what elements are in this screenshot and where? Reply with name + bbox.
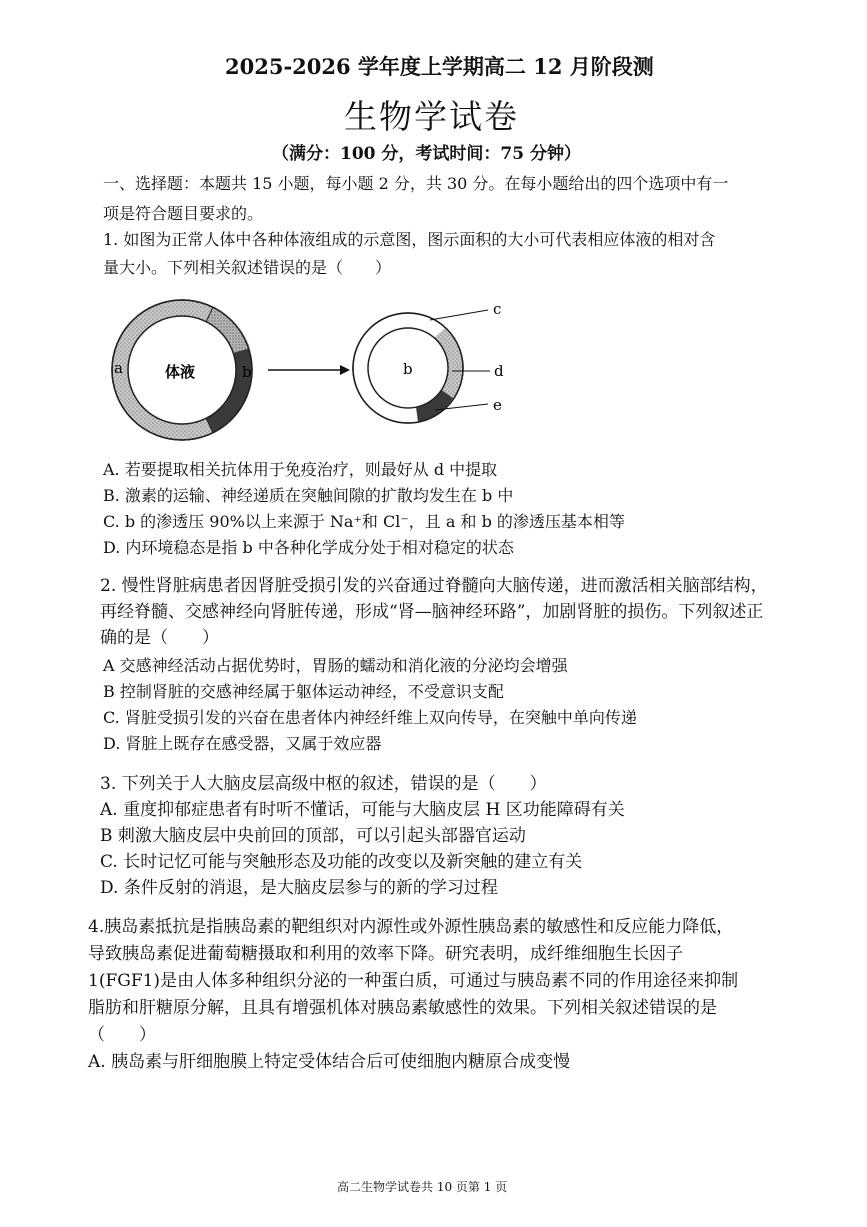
q1-stem-line-1: 1. 如图为正常人体中各种体液组成的示意图，图示面积的大小可代表相应体液的相对含 xyxy=(103,230,716,249)
q2-option-a: A 交感神经活动占据优势时，胃肠的蠕动和消化液的分泌均会增强 xyxy=(103,656,568,675)
q2-option-d: D. 肾脏上既存在感受器，又属于效应器 xyxy=(103,734,382,753)
q1-option-a: A. 若要提取相关抗体用于免疫治疗，则最好从 d 中提取 xyxy=(103,460,498,479)
label-e: e xyxy=(493,396,502,414)
exam-header: 2025-2026 学年度上学期高二 12 月阶段测 xyxy=(225,54,654,79)
section-instruction-line-1: 一、选择题：本题共 15 小题，每小题 2 分，共 30 分。在每小题给出的四个选项中有一 xyxy=(103,174,729,193)
q4-stem-line-1: 4.胰岛素抵抗是指胰岛素的靶组织对内源性或外源性胰岛素的敏感性和反应能力降低， xyxy=(88,917,734,937)
label-d: d xyxy=(494,362,504,380)
arrow-icon xyxy=(268,365,350,375)
page-footer: 高二生物学试卷共 10 页第 1 页 xyxy=(337,1180,508,1194)
q1-option-b: B. 激素的运输、神经递质在突触间隙的扩散均发生在 b 中 xyxy=(103,486,514,505)
left-center-label: 体液 xyxy=(165,363,196,381)
q3-option-c: C. 长时记忆可能与突触形态及功能的改变以及新突触的建立有关 xyxy=(100,852,583,872)
exam-title: 生物学试卷 xyxy=(344,97,519,136)
label-c: c xyxy=(493,300,502,318)
body-fluid-diagram xyxy=(100,290,520,450)
q2-option-b: B 控制肾脏的交感神经属于躯体运动神经，不受意识支配 xyxy=(103,682,504,701)
section-instruction-line-2: 项是符合题目要求的。 xyxy=(103,204,264,223)
q2-stem-line-1: 2. 慢性肾脏病患者因肾脏受损引发的兴奋通过脊髓向大脑传递，进而激活相关脑部结构， xyxy=(100,576,768,596)
right-center-label: b xyxy=(403,360,413,378)
exam-info: （满分：100 分，考试时间：75 分钟） xyxy=(272,144,581,164)
q3-stem: 3. 下列关于人大脑皮层高级中枢的叙述，错误的是（ ） xyxy=(100,774,547,794)
label-a: a xyxy=(114,359,123,377)
q1-option-d: D. 内环境稳态是指 b 中各种化学成分处于相对稳定的状态 xyxy=(103,538,514,557)
q2-option-c: C. 肾脏受损引发的兴奋在患者体内神经纤维上双向传导，在突触中单向传递 xyxy=(103,708,637,727)
q3-option-d: D. 条件反射的消退，是大脑皮层参与的新的学习过程 xyxy=(100,878,498,898)
q4-stem-line-4: 脂肪和肝糖原分解，且具有增强机体对胰岛素敏感性的效果。下列相关叙述错误的是 xyxy=(88,998,717,1018)
q4-stem-line-3: 1(FGF1)是由人体多种组织分泌的一种蛋白质，可通过与胰岛素不同的作用途径来抑制 xyxy=(88,971,739,991)
q1-option-c: C. b 的渗透压 90%以上来源于 Na⁺和 Cl⁻，且 a 和 b 的渗透压基本相等 xyxy=(103,512,625,531)
label-b-left: b xyxy=(242,363,252,381)
q3-option-b: B 刺激大脑皮层中央前回的顶部，可以引起头部器官运动 xyxy=(100,826,526,846)
q1-stem-line-2: 量大小。下列相关叙述错误的是（ ） xyxy=(103,258,392,277)
q2-stem-line-3: 确的是（ ） xyxy=(100,628,219,648)
q4-stem-line-5: （ ） xyxy=(88,1025,156,1045)
q3-option-a: A. 重度抑郁症患者有时听不懂话，可能与大脑皮层 H 区功能障碍有关 xyxy=(100,800,625,820)
q4-option-a: A. 胰岛素与肝细胞膜上特定受体结合后可使细胞内糖原合成变慢 xyxy=(88,1052,571,1072)
q4-stem-line-2: 导致胰岛素促进葡萄糖摄取和利用的效率下降。研究表明，成纤维细胞生长因子 xyxy=(88,944,683,964)
q2-stem-line-2: 再经脊髓、交感神经向肾脏传递，形成“肾—脑神经环路”，加剧肾脏的损伤。下列叙述正 xyxy=(100,602,764,622)
